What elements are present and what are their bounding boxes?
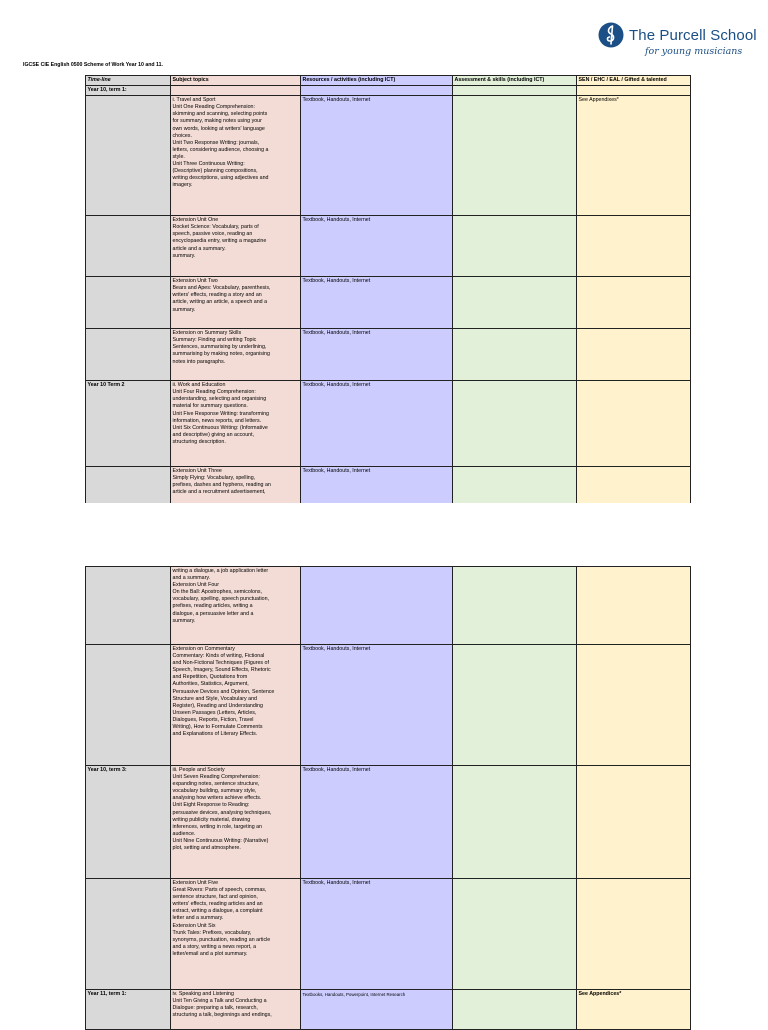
topic-line: Unit Ten Giving a Talk and Conducting a — [172, 998, 267, 1005]
topic-line: Structure and Style, Vocabulary and — [172, 695, 258, 702]
topic-line: Speech, Imagery, Sound Effects, Rhetoric — [172, 667, 271, 674]
topic-line: Commentary: Kinds of writing, Fictional — [172, 653, 265, 660]
topic-line: vocabulary, spelling, speech punctuation, — [172, 596, 269, 603]
topic-line: ii. Work and Education — [172, 382, 226, 389]
page-break — [0, 503, 768, 566]
topic-line: (Descriptive) planning compositions, — [172, 168, 258, 175]
topic-line: Extension Unit Three — [172, 468, 222, 475]
topic-line: Dialogues, Reports, Fiction, Travel — [172, 716, 254, 723]
topic-line: structuring description. — [172, 438, 226, 445]
topic-line: Authorities, Statistics, Argument, — [172, 681, 249, 688]
topic-line: Unit Two Response Writing: journals, — [172, 139, 260, 146]
topic-line: Simply Flying: Vocabulary, spelling, — [172, 475, 256, 482]
table-row — [86, 645, 691, 766]
topic-line: writing descriptions, using adjectives and — [172, 175, 269, 182]
topic-cell — [171, 766, 301, 879]
topic-line: Unit Seven Reading Comprehension: — [172, 774, 260, 781]
topic-line: Trunk Tales: Prefixes, vocabulary, — [172, 929, 252, 936]
table-row — [86, 766, 691, 879]
topic-cell — [171, 567, 301, 645]
topic-line: and a summary. — [172, 575, 211, 582]
table-row — [86, 467, 691, 507]
topic-line: Extension on Summary Skills — [172, 330, 242, 337]
topic-line: and a story, writing a news report, a — [172, 943, 257, 950]
school-tagline: for young musicians — [645, 46, 743, 57]
topic-cell — [171, 96, 301, 216]
topic-line: Extension Unit Six — [172, 922, 216, 929]
col-header-sen: SEN / EHC / EAL / Gifted & talented — [577, 76, 691, 86]
school-name: The Purcell School — [629, 27, 757, 44]
topic-line: Extension Unit Four — [172, 582, 220, 589]
topic-line: audience. — [172, 830, 196, 837]
topic-line: dialogue, a persuasive letter and a — [172, 610, 254, 617]
topic-cell — [171, 329, 301, 381]
topic-line: article, writing an article, a speech and a — [172, 299, 268, 306]
term-label: Year 11, term 1: — [86, 990, 171, 1030]
topic-line: writing a dialogue, a job application letter — [172, 568, 269, 574]
table-header-row — [86, 76, 691, 86]
topic-line: synonyms, punctuation, reading an article — [172, 936, 271, 943]
treble-clef-icon — [598, 22, 624, 48]
topic-line: material for summary questions. — [172, 403, 248, 410]
topic-line: extract, writing a dialogue, a complaint — [172, 908, 263, 915]
topic-line: On the Ball: Apostrophes, semicolons, — [172, 589, 263, 596]
resources-cell: Textbook, Handouts, Internet — [301, 467, 453, 507]
scheme-table-page-2 — [85, 566, 691, 1030]
resources-cell: Textbook, Handouts, Internet — [301, 381, 453, 467]
topic-line: for summary, making notes using your — [172, 118, 262, 125]
topic-line: own words, looking at writers' language — [172, 125, 265, 132]
topic-line: writers' effects, reading articles and an — [172, 901, 263, 908]
topic-line: Great Rivers: Parts of speech, commas, — [172, 887, 267, 894]
topic-line: Unit Nine Continuous Writing: (Narrative) — [172, 837, 269, 844]
resources-cell: Textbook, Handouts, Internet — [301, 329, 453, 381]
topic-cell — [171, 216, 301, 277]
topic-line: analysing how writers achieve effects. — [172, 795, 262, 802]
topic-line: Unseen Passages (Letters, Articles, — [172, 709, 257, 716]
topic-line: iv. Speaking and Listening — [172, 991, 234, 997]
topic-line: plot, setting and atmosphere. — [172, 845, 241, 852]
term-label: Year 10, term 1: — [86, 86, 171, 96]
topic-line: letter/email and a plot summary. — [172, 950, 248, 957]
topic-line: Dialogue: preparing a talk, research, — [172, 1005, 258, 1012]
table-row — [86, 879, 691, 990]
topic-cell — [171, 645, 301, 766]
topic-line: inferences, writing in role, targeting an — [172, 823, 263, 830]
topic-line: style. — [172, 153, 185, 160]
sen-cell: See Appendices* — [577, 990, 691, 1030]
topic-line: i. Travel and Sport — [172, 97, 216, 104]
topic-line: letters, considering audience, choosing a — [172, 146, 269, 153]
document-title: IGCSE CIE English 0500 Scheme of Work Year 10 and 11. — [23, 62, 163, 68]
col-header-resources: Resources / activities (including ICT) — [301, 76, 453, 86]
scheme-table-page-1 — [85, 75, 691, 507]
table-row — [86, 216, 691, 277]
col-header-assessment: Assessment & skills (including ICT) — [453, 76, 577, 86]
topic-line: Extension on Commentary — [172, 646, 235, 652]
sen-cell: See Appendixes* — [577, 96, 691, 216]
topic-line: Unit Five Response Writing: transforming — [172, 410, 269, 417]
resources-cell: Textbook, Handouts, Internet — [301, 879, 453, 990]
col-header-subject-topics: Subject topics — [171, 76, 301, 86]
topic-line: persuasive devices, analysing techniques, — [172, 809, 272, 816]
topic-cell — [171, 879, 301, 990]
topic-line: and descriptive) giving an account, — [172, 431, 255, 438]
topic-line: imagery. — [172, 182, 193, 189]
topic-line: writers' effects, reading a story and an — [172, 292, 262, 299]
col-header-timeline: Time-line — [86, 76, 171, 86]
topic-line: Persuasive Devices and Opinion, Sentence — [172, 688, 275, 695]
topic-line: Sentences, summarising by underlining, — [172, 344, 267, 351]
topic-line: vocabulary building, summary style, — [172, 788, 257, 795]
topic-line: Register), Reading and Understanding — [172, 702, 263, 709]
school-logo — [598, 22, 758, 62]
topic-line: encyclopaedia entry, writing a magazine — [172, 238, 267, 245]
table-row — [86, 277, 691, 329]
resources-cell: Textbook, Handouts, Internet — [301, 277, 453, 329]
resources-cell: Textbooks, Handouts, Powerpoint, Internet Research — [301, 990, 453, 1030]
topic-line: summary. — [172, 306, 196, 313]
topic-line: summary. — [172, 617, 196, 624]
topic-line: understanding, selecting and organising — [172, 396, 267, 403]
table-row — [86, 96, 691, 216]
topic-line: Bears and Apes: Vocabulary, parenthesis, — [172, 285, 271, 292]
topic-line: structuring a talk, beginnings and endings, — [172, 1012, 272, 1019]
topic-line: expanding notes, sentence structure, — [172, 781, 260, 788]
topic-line: Rocket Science: Vocabulary, parts of — [172, 224, 259, 231]
topic-line: Unit One Reading Comprehension: — [172, 104, 255, 111]
topic-cell — [171, 381, 301, 467]
topic-line: summary. — [172, 252, 196, 259]
topic-line: notes into paragraphs. — [172, 358, 226, 365]
topic-line: summarising by making notes, organising — [172, 351, 270, 358]
resources-cell: Textbook, Handouts, Internet — [301, 96, 453, 216]
topic-line: article and a summary. — [172, 245, 226, 252]
topic-line: Summary: Finding and writing Topic — [172, 337, 257, 344]
topic-line: writing publicity material, drawing — [172, 816, 251, 823]
topic-line: Unit Four Reading Comprehension: — [172, 389, 256, 396]
topic-line: sentence structure, fact and opinion, — [172, 894, 258, 901]
topic-line: Writing), How to Formulate Comments — [172, 724, 263, 731]
topic-line: speech, passive voice, reading an — [172, 231, 253, 238]
topic-line: Extension Unit Two — [172, 278, 218, 285]
table-row — [86, 329, 691, 381]
table-row — [86, 86, 691, 96]
topic-line: Unit Three Continuous Writing: — [172, 161, 245, 168]
topic-cell — [171, 277, 301, 329]
topic-line: and Explanations of Literary Effects. — [172, 731, 258, 738]
topic-line: Unit Six Continuous Writing: (Informative — [172, 424, 268, 431]
resources-cell: Textbook, Handouts, Internet — [301, 645, 453, 766]
topic-line: choices. — [172, 132, 192, 139]
term-label: Year 10 Term 2 — [86, 381, 171, 467]
topic-line: and Non-Fictional Techniques (Figures of — [172, 660, 269, 667]
table-row — [86, 381, 691, 467]
topic-line: information, news reports, and letters. — [172, 417, 262, 424]
topic-line: and Repetition, Quotations from — [172, 674, 248, 681]
topic-line: article and a recruitment advertisement, — [172, 489, 266, 496]
topic-line: letter and a summary. — [172, 915, 224, 922]
topic-line: Extension Unit One — [172, 217, 219, 224]
resources-cell: Textbook, Handouts, Internet — [301, 216, 453, 277]
topic-line: Extension Unit Five — [172, 880, 219, 886]
topic-line: prefixes, dashes and hyphens, reading an — [172, 482, 271, 489]
topic-line: iii. People and Society — [172, 767, 225, 773]
topic-line: Unit Eight Response to Reading: — [172, 802, 250, 809]
topic-cell — [171, 467, 301, 507]
term-label: Year 10, term 3: — [86, 766, 171, 879]
topic-line: skimming and scanning, selecting points — [172, 111, 268, 118]
topic-line: prefixes, reading articles, writing a — [172, 603, 253, 610]
table-row — [86, 567, 691, 645]
resources-cell: Textbook, Handouts, Internet — [301, 766, 453, 879]
